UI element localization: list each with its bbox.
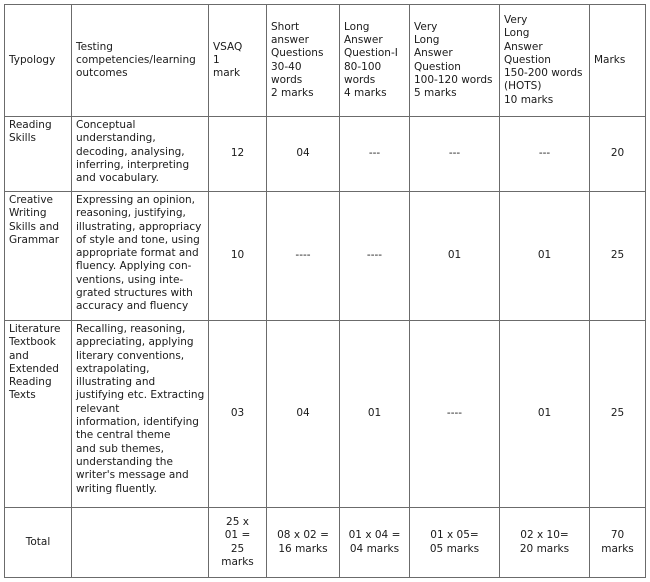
row-very-long: ---- <box>410 321 500 508</box>
total-very-long: 01 x 05= 05 marks <box>410 508 500 578</box>
header-short-answer: Short answer Questions 30-40 words 2 marks <box>267 5 340 117</box>
row-vsaq: 03 <box>209 321 267 508</box>
row-short: 04 <box>267 117 340 192</box>
total-vsaq: 25 x 01 = 25 marks <box>209 508 267 578</box>
header-very-long-answer-hots: Very Long Answer Question 150-200 words (HOTS) 10 marks <box>500 5 590 117</box>
row-typology: Creative Writing Skills and Grammar <box>5 192 72 321</box>
total-short: 08 x 02 = 16 marks <box>267 508 340 578</box>
row-hots: 01 <box>500 321 590 508</box>
row-long: ---- <box>340 192 410 321</box>
total-long: 01 x 04 = 04 marks <box>340 508 410 578</box>
header-marks: Marks <box>590 5 646 117</box>
row-very-long: --- <box>410 117 500 192</box>
header-very-long-answer: Very Long Answer Question 100-120 words 5 marks <box>410 5 500 117</box>
row-typology: Literature Textbook and Extended Reading Texts <box>5 321 72 508</box>
row-marks: 25 <box>590 321 646 508</box>
header-vsaq: VSAQ 1 mark <box>209 5 267 117</box>
row-long: 01 <box>340 321 410 508</box>
header-typology: Typology <box>5 5 72 117</box>
row-marks: 25 <box>590 192 646 321</box>
total-marks: 70 marks <box>590 508 646 578</box>
row-competencies: Conceptual understanding, decoding, analysing, inferring, interpreting and vocabulary. <box>72 117 209 192</box>
blueprint-table <box>4 4 646 578</box>
row-hots: 01 <box>500 192 590 321</box>
row-vsaq: 10 <box>209 192 267 321</box>
total-hots: 02 x 10= 20 marks <box>500 508 590 578</box>
header-competencies: Testing competencies/learning outcomes <box>72 5 209 117</box>
row-hots: --- <box>500 117 590 192</box>
row-competencies: Expressing an opinion, reasoning, justifying, illustrating, appropriacy of style and tone, using appropriate format and fluency. Applying con- ventions, using inte- grated structures with accuracy and fluency <box>72 192 209 321</box>
header-row <box>5 5 646 117</box>
table-row <box>5 117 646 192</box>
row-vsaq: 12 <box>209 117 267 192</box>
total-label: Total <box>5 508 72 578</box>
row-typology: Reading Skills <box>5 117 72 192</box>
row-short: 04 <box>267 321 340 508</box>
row-marks: 20 <box>590 117 646 192</box>
total-row <box>5 508 646 578</box>
header-long-answer: Long Answer Question-I 80-100 words 4 marks <box>340 5 410 117</box>
total-competencies <box>72 508 209 578</box>
row-short: ---- <box>267 192 340 321</box>
table-row <box>5 321 646 508</box>
table-row <box>5 192 646 321</box>
row-very-long: 01 <box>410 192 500 321</box>
row-competencies: Recalling, reasoning, appreciating, applying literary conventions, extrapolating, illustrating and justifying etc. Extracting relevant information, identifying the central theme and sub themes, understanding the writer's message and writing fluently. <box>72 321 209 508</box>
row-long: --- <box>340 117 410 192</box>
